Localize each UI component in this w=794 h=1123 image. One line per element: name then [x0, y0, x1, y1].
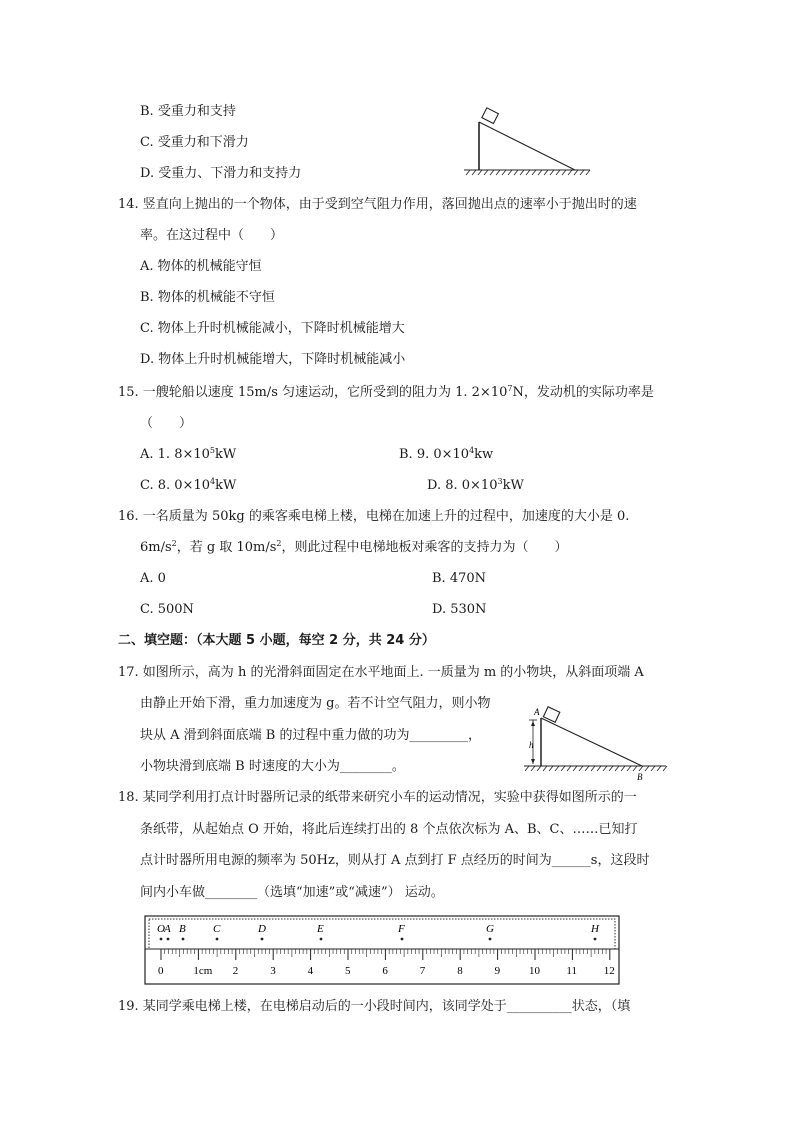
- q13-option-d: D. 受重力、下滑力和支持力: [140, 166, 302, 181]
- ruler-label: 2: [232, 965, 239, 977]
- tape-point-label: H: [591, 923, 599, 935]
- tape-point-dot: [167, 938, 170, 941]
- ruler-label: 8: [457, 965, 463, 977]
- q15-stem-line2: （ ）: [140, 416, 193, 431]
- q14-option-a: A. 物体的机械能守恒: [140, 259, 262, 274]
- q16-option-c: C. 500N: [140, 602, 194, 617]
- q14-stem-line2: 率。在这过程中（ ）: [140, 228, 284, 243]
- tape-point-label: C: [213, 923, 221, 935]
- tape-point-label: F: [398, 923, 405, 935]
- q16-option-d: D. 530N: [432, 602, 487, 617]
- tape-point-label: B: [179, 923, 186, 935]
- tape-point-dot: [594, 938, 597, 941]
- q19-stem-line1: 19. 某同学乘电梯上楼，在电梯启动后的一小段时间内，该同学处于__________状态，（填: [118, 999, 631, 1014]
- q17-label-h: h: [529, 740, 534, 750]
- q16-stem-line1: 16. 一名质量为 50kg 的乘客乘电梯上楼，电梯在加速上升的过程中，加速度的大小是 0.: [118, 509, 630, 524]
- ruler-label: 0: [158, 965, 164, 977]
- ruler-label: 3: [270, 965, 276, 977]
- q13-option-c: C. 受重力和下滑力: [140, 135, 249, 150]
- q17-stem-line1: 17. 如图所示，高为 h 的光滑斜面固定在水平地面上. 一质量为 m 的小物块，从斜面项端 A: [118, 665, 644, 680]
- q17-incline-figure: [520, 706, 670, 782]
- q15-stem-line1: 15. 一艘轮船以速度 15m/s 匀速运动，它所受到的阻力为 1. $2\times 10^7N$，发动机的实际功率是: [118, 384, 654, 400]
- q18-stem-line3: 点计时器所用电源的频率为 50Hz，则从打 A 点到打 F 点经历的时间为______s，这段时: [140, 853, 650, 868]
- tape-point-label: O: [157, 923, 165, 935]
- tape-point-dot: [320, 938, 323, 941]
- q18-stem-line4: 间内小车做________（选填“加速”或“减速”） 运动。: [140, 885, 444, 900]
- ruler-label: 4: [307, 965, 314, 977]
- section-2-heading: 二、填空题：（本大题 5 小题，每空 2 分，共 24 分）: [118, 633, 435, 648]
- q15-option-d: D. 8. $0\times 10^3kW$: [427, 477, 524, 493]
- q17-stem-line4: 小物块滑到底端 B 时速度的大小为________。: [140, 759, 405, 774]
- ruler-label: 5: [345, 965, 351, 977]
- q17-label-a: A: [534, 707, 540, 717]
- q13-option-b: B. 受重力和支持: [140, 104, 236, 119]
- ruler-label: 1cm: [193, 965, 213, 977]
- tape-point-label: D: [258, 923, 266, 935]
- q18-tape-ruler-figure: [140, 914, 624, 986]
- tape-point-dot: [489, 938, 492, 941]
- ruler-label: 12: [603, 965, 615, 977]
- tape-point-dot: [160, 938, 163, 941]
- q16-stem-line2: $6m/s^2$，若 g 取 $10m/s^2$，则此过程中电梯地板对乘客的支持力为（ ）: [140, 539, 568, 555]
- tape-point-dot: [401, 938, 404, 941]
- q14-option-b: B. 物体的机械能不守恒: [140, 290, 275, 305]
- q15-option-c: C. 8. $0\times 10^4kW$: [140, 477, 237, 493]
- q17-stem-line3: 块从 A 滑到斜面底端 B 的过程中重力做的功为_________，: [140, 728, 481, 743]
- q14-option-c: C. 物体上升时机械能减小，下降时机械能增大: [140, 321, 405, 336]
- tape-point-dot: [182, 938, 185, 941]
- tape-point-dot: [261, 938, 264, 941]
- q14-stem-line1: 14. 竖直向上抛出的一个物体，由于受到空气阻力作用，落回抛出点的速率小于抛出时的速: [118, 197, 637, 212]
- tape-point-label: E: [317, 923, 324, 935]
- ruler-label: 10: [529, 965, 540, 977]
- tape-point-label: A: [164, 923, 171, 935]
- ruler-label: 11: [566, 965, 577, 977]
- q13-incline-figure: [460, 104, 600, 178]
- q16-option-a: A. 0: [140, 571, 166, 586]
- q16-option-b: B. 470N: [432, 571, 487, 586]
- q17-label-b: B: [637, 772, 643, 782]
- tape-point-label: G: [486, 923, 494, 935]
- q18-stem-line1: 18. 某同学利用打点计时器所记录的纸带来研究小车的运动情况，实验中获得如图所示的一: [118, 790, 637, 805]
- q17-stem-line2: 由静止开始下滑，重力加速度为 g。若不计空气阻力，则小物: [140, 696, 491, 711]
- tape-point-dot: [216, 938, 219, 941]
- q14-option-d: D. 物体上升时机械能增大，下降时机械能减小: [140, 352, 406, 367]
- q15-option-a: A. 1. $8\times 10^5kW$: [140, 446, 237, 462]
- q18-stem-line2: 条纸带，从起始点 O 开始，将此后连续打出的 8 个点依次标为 A、B、C、……已知打: [140, 822, 638, 837]
- ruler-label: 6: [382, 965, 388, 977]
- q15-option-b: B. 9. $0\times 10^4kw$: [399, 446, 494, 462]
- ruler-label: 7: [419, 965, 426, 977]
- ruler-label: 9: [494, 965, 501, 977]
